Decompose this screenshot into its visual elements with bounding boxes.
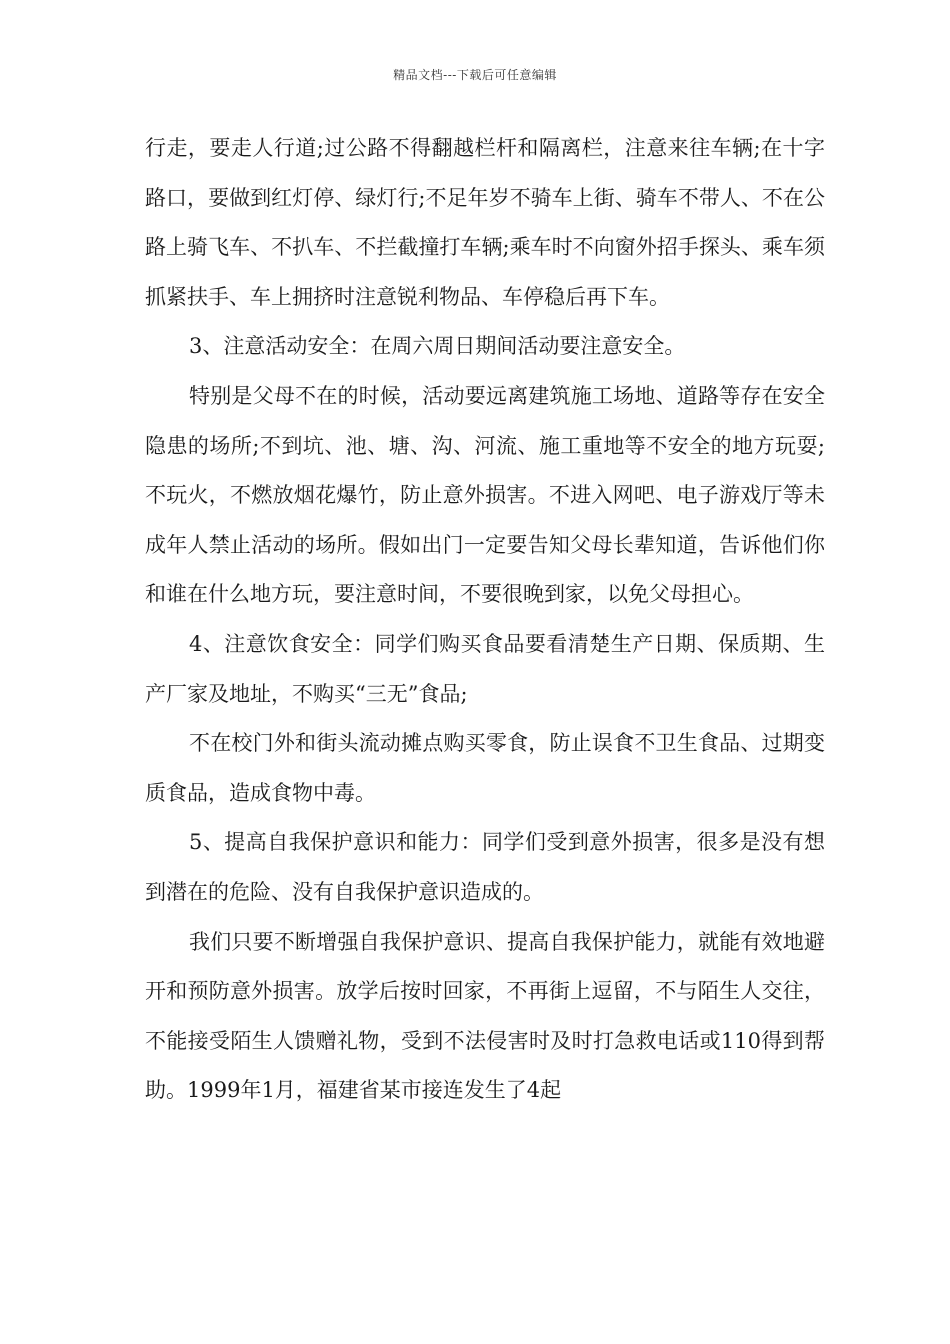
paragraph-food-safety-heading: 4、注意饮食安全：同学们购买食品要看清楚生产日期、保质期、生产厂家及地址，不购买“三无”食品; [145, 631, 825, 706]
paragraph-activity-safety-heading: 3、注意活动安全：在周六周日期间活动要注意安全。 [189, 334, 686, 359]
paragraph-self-protection-heading: 5、提高自我保护意识和能力：同学们受到意外损害，很多是没有想到潜在的危险、没有自我保护意识造成的。 [145, 830, 825, 904]
paragraph-self-protection-details: 我们只要不断增强自我保护意识、提高自我保护能力，就能有效地避开和预防意外损害。放学后按时回家，不再街上逗留，不与陌生人交往，不能接受陌生人馈赠礼物，受到不法侵害时及时打急救电话或110得到帮助。1999年1月，福建省某市接连发生了4起 [145, 929, 825, 1103]
paragraph-food-safety-details: 不在校门外和街头流动摊点购买零食，防止误食不卫生食品、过期变质食品，造成食物中毒。 [145, 731, 825, 805]
paragraph-traffic-safety-continued: 行走，要走人行道;过公路不得翻越栏杆和隔离栏，注意来往车辆;在十字路口，要做到红灯停、绿灯行;不足年岁不骑车上街、骑车不带人、不在公路上骑飞车、不扒车、不拦截撞打车辆;乘车时不向窗外招手探头、乘车须抓紧扶手、车上拥挤时注意锐利物品、车停稳后再下车。 [145, 136, 825, 309]
paragraph-activity-safety-details: 特别是父母不在的时候，活动要远离建筑施工场地、道路等存在安全隐患的场所;不到坑、池、塘、沟、河流、施工重地等不安全的地方玩耍;不玩火，不燃放烟花爆竹，防止意外损害。不进入网吧、电子游戏厅等未成年人禁止活动的场所。假如出门一定要告知父母长辈知道，告诉他们你和谁在什么地方玩，要注意时间，不要很晚到家，以免父母担心。 [145, 383, 825, 607]
page-header: 精品文档---下载后可任意编辑 [393, 68, 557, 82]
document-body [145, 124, 825, 1116]
